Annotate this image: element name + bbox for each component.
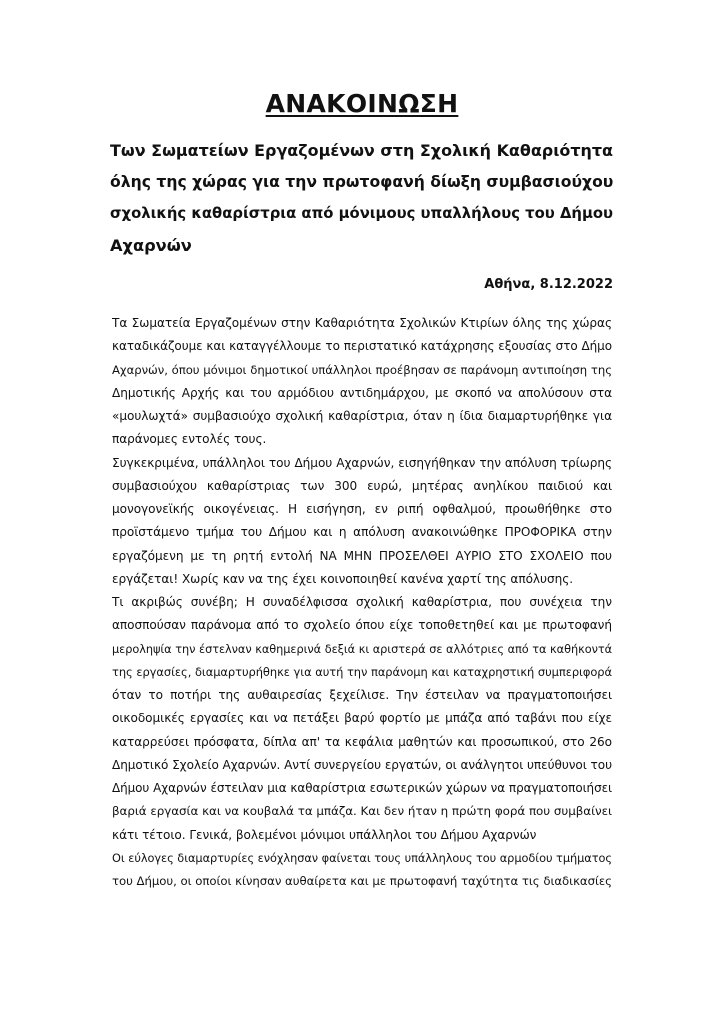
body-line: μονογονεϊκής οικογένειας. Η εισήγηση, εν ριπή οφθαλμού, προωθήθηκε στο	[112, 502, 612, 516]
body-line: μεροληψία την έστελναν καθημερινά δεξιά κι αριστερά σε αλλότριες από τα καθήκοντά	[112, 641, 612, 656]
body-text	[112, 312, 612, 893]
subtitle-line: Των Σωματείων Εργαζομένων στη Σχολική Καθαριότητα	[110, 141, 613, 160]
body-line: Δήμου Αχαρνών έστειλαν μια καθαρίστρια εσωτερικών χώρων να πραγματοποιήσει	[112, 781, 612, 795]
subtitle-line: σχολικής καθαρίστρια από μόνιμους υπαλλήλους του Δήμου	[110, 205, 613, 223]
body-line: του Δήμου, οι οποίοι κίνησαν αυθαίρετα και με πρωτοφανή ταχύτητα τις διαδικασίες	[112, 874, 612, 888]
body-line: καταρρεύσει πρόσφατα, δίπλα απ' τα κεφάλια μαθητών και προσωπικού, στο 26ο	[112, 734, 612, 749]
body-line: καταδικάζουμε και καταγγέλλουμε το περιστατικό κατάχρησης εξουσίας στο Δήμο	[112, 339, 612, 354]
body-line: Συγκεκριμένα, υπάλληλοι του Δήμου Αχαρνών, εισηγήθηκαν την απόλυση τρίωρης	[112, 455, 612, 470]
body-line: Δημοτικό Σχολείο Αχαρνών. Αντί συνεργείου εργατών, οι ανάλγητοι υπεύθυνοι του	[112, 757, 612, 772]
body-line: παράνομες εντολές τους.	[112, 432, 267, 447]
subtitle-line: όλης της χώρας για την πρωτοφανή δίωξη συμβασιούχου	[110, 172, 614, 191]
body-line: Τα Σωματεία Εργαζομένων στην Καθαριότητα Σχολικών Κτιρίων όλης της χώρας	[112, 316, 612, 330]
body-line: Οι εύλογες διαμαρτυρίες ενόχλησαν φαίνεται τους υπάλληλους του αρμοδίου τμήματος	[112, 850, 612, 865]
body-line: εργάζεται! Χωρίς καν να της έχει κοινοποιηθεί κανένα χαρτί της απόλυσης.	[112, 571, 574, 586]
body-line: κάτι τέτοιο. Γενικά, βολεμένοι μόνιμοι υπάλληλοι του Δήμου Αχαρνών	[112, 827, 537, 842]
body-line: βαριά εργασία και να κουβαλά τα μπάζα. Και δεν ήταν η πρώτη φορά που συμβαίνει	[112, 804, 612, 819]
body-line: όταν το ποτήρι της αυθαιρεσίας ξεχείλισε. Την έστειλαν να πραγματοποιήσει	[112, 688, 612, 702]
body-line: εργαζόμενη με τη ρητή εντολή ΝΑ ΜΗΝ ΠΡΟΣΕΛΘΕΙ ΑΥΡΙΟ ΣΤΟ ΣΧΟΛΕΙΟ που	[112, 548, 612, 563]
dateline: Αθήνα, 8.12.2022	[484, 277, 613, 292]
body-line: Αχαρνών, όπου μόνιμοι δημοτικοί υπάλληλοι προέβησαν σε παράνομη αντιποίηση της	[112, 362, 612, 377]
body-line: αποσπούσαν παράνομα από το σχολείο όπου είχε τοποθετηθεί και με πρωτοφανή	[112, 618, 612, 633]
body-line: Τι ακριβώς συνέβη; Η συναδέλφισσα σχολική καθαρίστρια, που συνέχεια την	[112, 595, 612, 609]
body-line: «μουλωχτά» συμβασιούχο σχολική καθαρίστρια, όταν η ίδια διαμαρτυρήθηκε για	[112, 409, 612, 423]
subtitle-line: Αχαρνών	[110, 236, 192, 256]
body-line: της εργασίες, διαμαρτυρήθηκε για αυτή την παράνομη και καταχρηστική συμπεριφορά	[112, 664, 612, 679]
body-line: Δημοτικής Αρχής και του αρμόδιου αντιδημάρχου, με σκοπό να απολύσουν στα	[112, 385, 612, 400]
body-line: συμβασιούχου καθαρίστριας των 300 ευρώ, μητέρας ανηλίκου παιδιού και	[112, 478, 612, 493]
body-line: προϊστάμενο τμήμα του Δήμου και η απόλυση ανακοινώθηκε ΠΡΟΦΟΡΙΚΑ στην	[112, 525, 612, 540]
document-title: ΑΝΑΚΟΙΝΩΣΗ	[265, 89, 459, 118]
document-subtitle	[110, 135, 613, 262]
body-line: οικοδομικές εργασίες και να πετάξει βαρύ φορτίο με μπάζα από ταβάνι που είχε	[112, 711, 612, 726]
